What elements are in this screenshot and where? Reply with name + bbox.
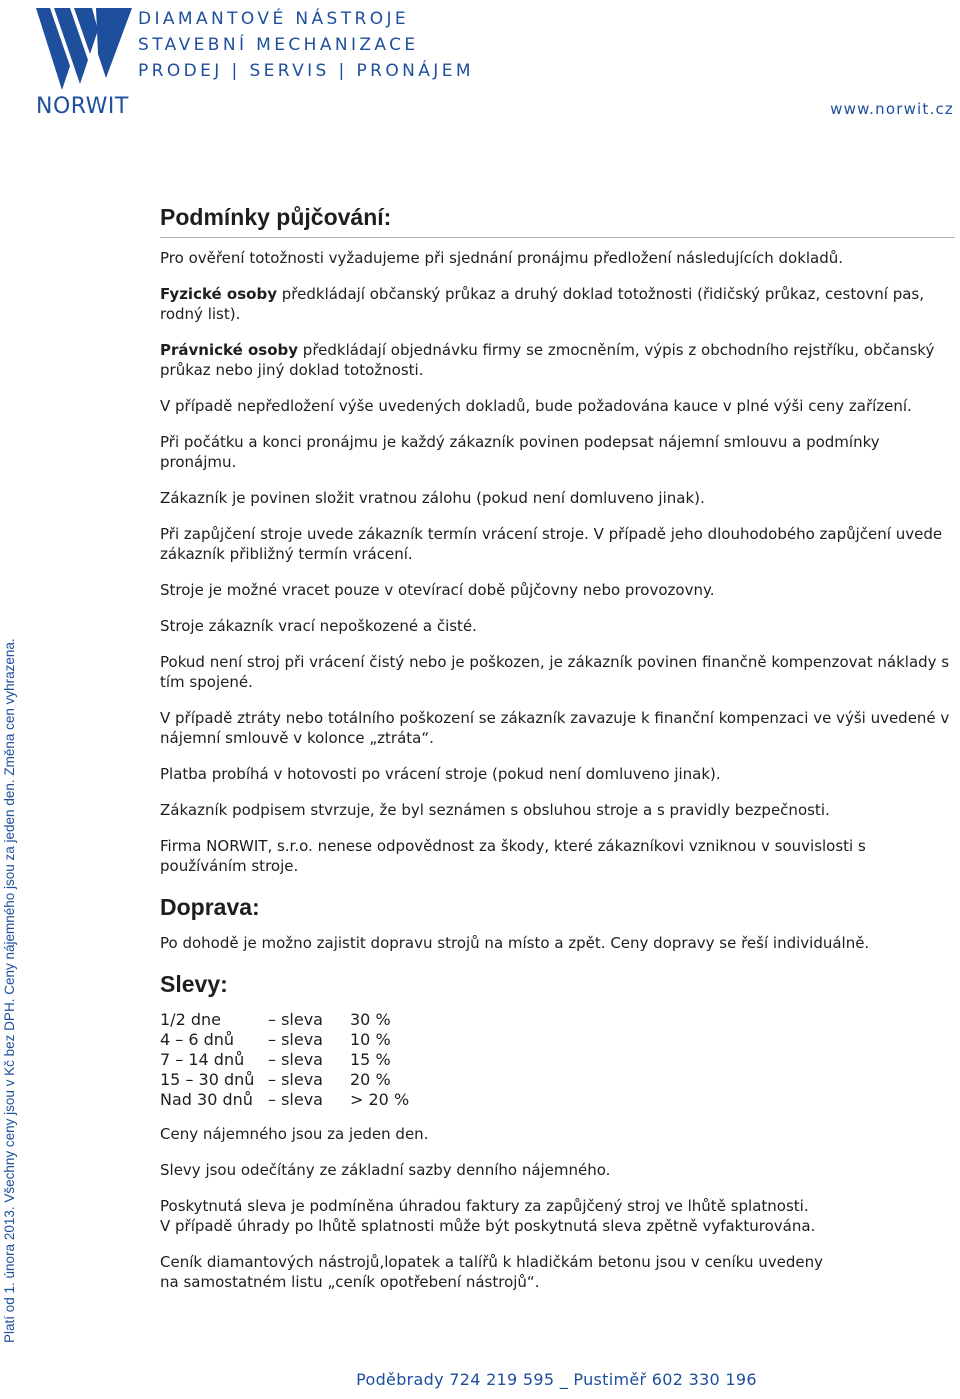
payment-note <box>160 1196 955 1236</box>
table-row <box>160 1050 409 1070</box>
rental-conditions-title: Podmínky půjčování: <box>160 204 392 230</box>
discount-period: 15 – 30 dnů <box>160 1070 255 1089</box>
discount-period: Nad 30 dnů <box>160 1090 253 1109</box>
legal-persons-text: předkládají objednávku firmy se zmocněním, výpis z obchodního rejstříku, občanský průkaz nebo jiný doklad totožnosti. <box>160 341 935 379</box>
condition-paragraph: Stroje zákazník vrací nepoškozené a čisté. <box>160 617 477 635</box>
discount-period: 7 – 14 dnů <box>160 1050 245 1069</box>
condition-paragraph: Platba probíhá v hotovosti po vrácení stroje (pokud není domluveno jinak). <box>160 765 721 783</box>
title-divider <box>160 237 955 238</box>
discount-period: 1/2 dne <box>160 1010 221 1029</box>
website-link[interactable]: www.norwit.cz <box>830 100 954 118</box>
tagline-line-2: STAVEBNÍ MECHANIZACE <box>138 35 419 55</box>
side-note <box>0 543 28 1343</box>
tagline-sales: PRODEJ <box>138 61 223 81</box>
natural-persons-label: Fyzické osoby <box>160 285 277 303</box>
table-row <box>160 1090 409 1110</box>
condition-paragraph: Stroje je možné vracet pouze v otevírací době půjčovny nebo provozovny. <box>160 581 715 599</box>
legal-persons-label: Právnické osoby <box>160 341 299 359</box>
table-row <box>160 1030 409 1050</box>
footer-contacts: Poděbrady 724 219 595 _ Pustiměř 602 330 196 <box>356 1370 757 1389</box>
norwit-logo-mark <box>36 8 132 90</box>
discount-label: – sleva <box>268 1070 323 1089</box>
brand-name: NORWIT <box>36 94 129 119</box>
transport-title: Doprava: <box>160 894 260 920</box>
tagline-line-3 <box>138 58 474 84</box>
natural-persons-text: předkládají občanský průkaz a druhý doklad totožnosti (řidičský průkaz, cestovní pas, rodný list). <box>160 285 925 323</box>
discount-label: – sleva <box>268 1090 323 1109</box>
intro-paragraph: Pro ověření totožnosti vyžadujeme při sjednání pronájmu předložení následujících dokladů. <box>160 249 844 267</box>
side-note-text: Platí od 1. února 2013. Všechny ceny jsou v Kč bez DPH. Ceny nájemného jsou za jeden den. Změna cen vyhrazena. <box>2 638 17 1343</box>
condition-paragraph: V případě ztráty nebo totálního poškození se zákazník zavazuje k finanční kompenzaci ve výši uvedené v nájemní smlouvě v kolonce „ztráta“. <box>160 709 950 747</box>
tagline-service: SERVIS <box>249 61 330 81</box>
separator-icon: | <box>338 61 348 81</box>
tagline <box>138 6 474 84</box>
tagline-line-1: DIAMANTOVÉ NÁSTROJE <box>138 9 410 29</box>
separator-icon: | <box>231 61 241 81</box>
natural-persons-paragraph <box>160 284 955 324</box>
discount-note: Slevy jsou odečítány ze základní sazby denního nájemného. <box>160 1161 611 1179</box>
discounts-title: Slevy: <box>160 971 228 997</box>
discount-label: – sleva <box>268 1030 323 1049</box>
discount-value: 30 % <box>350 1010 391 1029</box>
condition-paragraph: Při počátku a konci pronájmu je každý zákazník povinen podepsat nájemní smlouvu a podmínky pronájmu. <box>160 433 880 471</box>
condition-paragraph: V případě nepředložení výše uvedených dokladů, bude požadována kauce v plné výši ceny zařízení. <box>160 397 912 415</box>
table-row <box>160 1010 409 1030</box>
payment-note-line-2: V případě úhrady po lhůtě splatnosti může být poskytnutá sleva zpětně vyfakturována. <box>160 1217 816 1235</box>
transport-text: Po dohodě je možno zajistit dopravu strojů na místo a zpět. Ceny dopravy se řeší individuálně. <box>160 934 870 952</box>
pricelist-note <box>160 1252 955 1292</box>
condition-paragraph: Firma NORWIT, s.r.o. nenese odpovědnost za škody, které zákazníkovi vzniknou v souvislosti s používáním stroje. <box>160 837 866 875</box>
discount-value: 20 % <box>350 1070 391 1089</box>
condition-paragraph: Zákazník je povinen složit vratnou zálohu (pokud není domluveno jinak). <box>160 489 705 507</box>
condition-paragraph: Zákazník podpisem stvrzuje, že byl seznámen s obsluhou stroje a s pravidly bezpečnosti. <box>160 801 830 819</box>
pricelist-note-line-1: Ceník diamantových nástrojů,lopatek a talířů k hladičkám betonu jsou v ceníku uvedeny <box>160 1253 823 1271</box>
discount-value: 15 % <box>350 1050 391 1069</box>
discount-label: – sleva <box>268 1010 323 1029</box>
discount-label: – sleva <box>268 1050 323 1069</box>
discounts-table <box>160 1010 409 1110</box>
tagline-rental: PRONÁJEM <box>356 61 474 81</box>
discount-value: 10 % <box>350 1030 391 1049</box>
condition-paragraph: Pokud není stroj při vrácení čistý nebo je poškozen, je zákazník povinen finančně kompenzovat náklady s tím spojené. <box>160 653 950 691</box>
table-row <box>160 1070 409 1090</box>
discount-period: 4 – 6 dnů <box>160 1030 235 1049</box>
discount-note: Ceny nájemného jsou za jeden den. <box>160 1125 429 1143</box>
main-content <box>160 204 955 1308</box>
discount-value: > 20 % <box>350 1090 410 1109</box>
payment-note-line-1: Poskytnutá sleva je podmíněna úhradou faktury za zapůjčený stroj ve lhůtě splatnosti. <box>160 1197 809 1215</box>
condition-paragraph: Při zapůjčení stroje uvede zákazník termín vrácení stroje. V případě jeho dlouhodobého zapůjčení uvede zákazník přibližný termín vrácení. <box>160 525 943 563</box>
pricelist-note-line-2: na samostatném listu „ceník opotřebení nástrojů“. <box>160 1273 540 1291</box>
legal-persons-paragraph <box>160 340 955 380</box>
